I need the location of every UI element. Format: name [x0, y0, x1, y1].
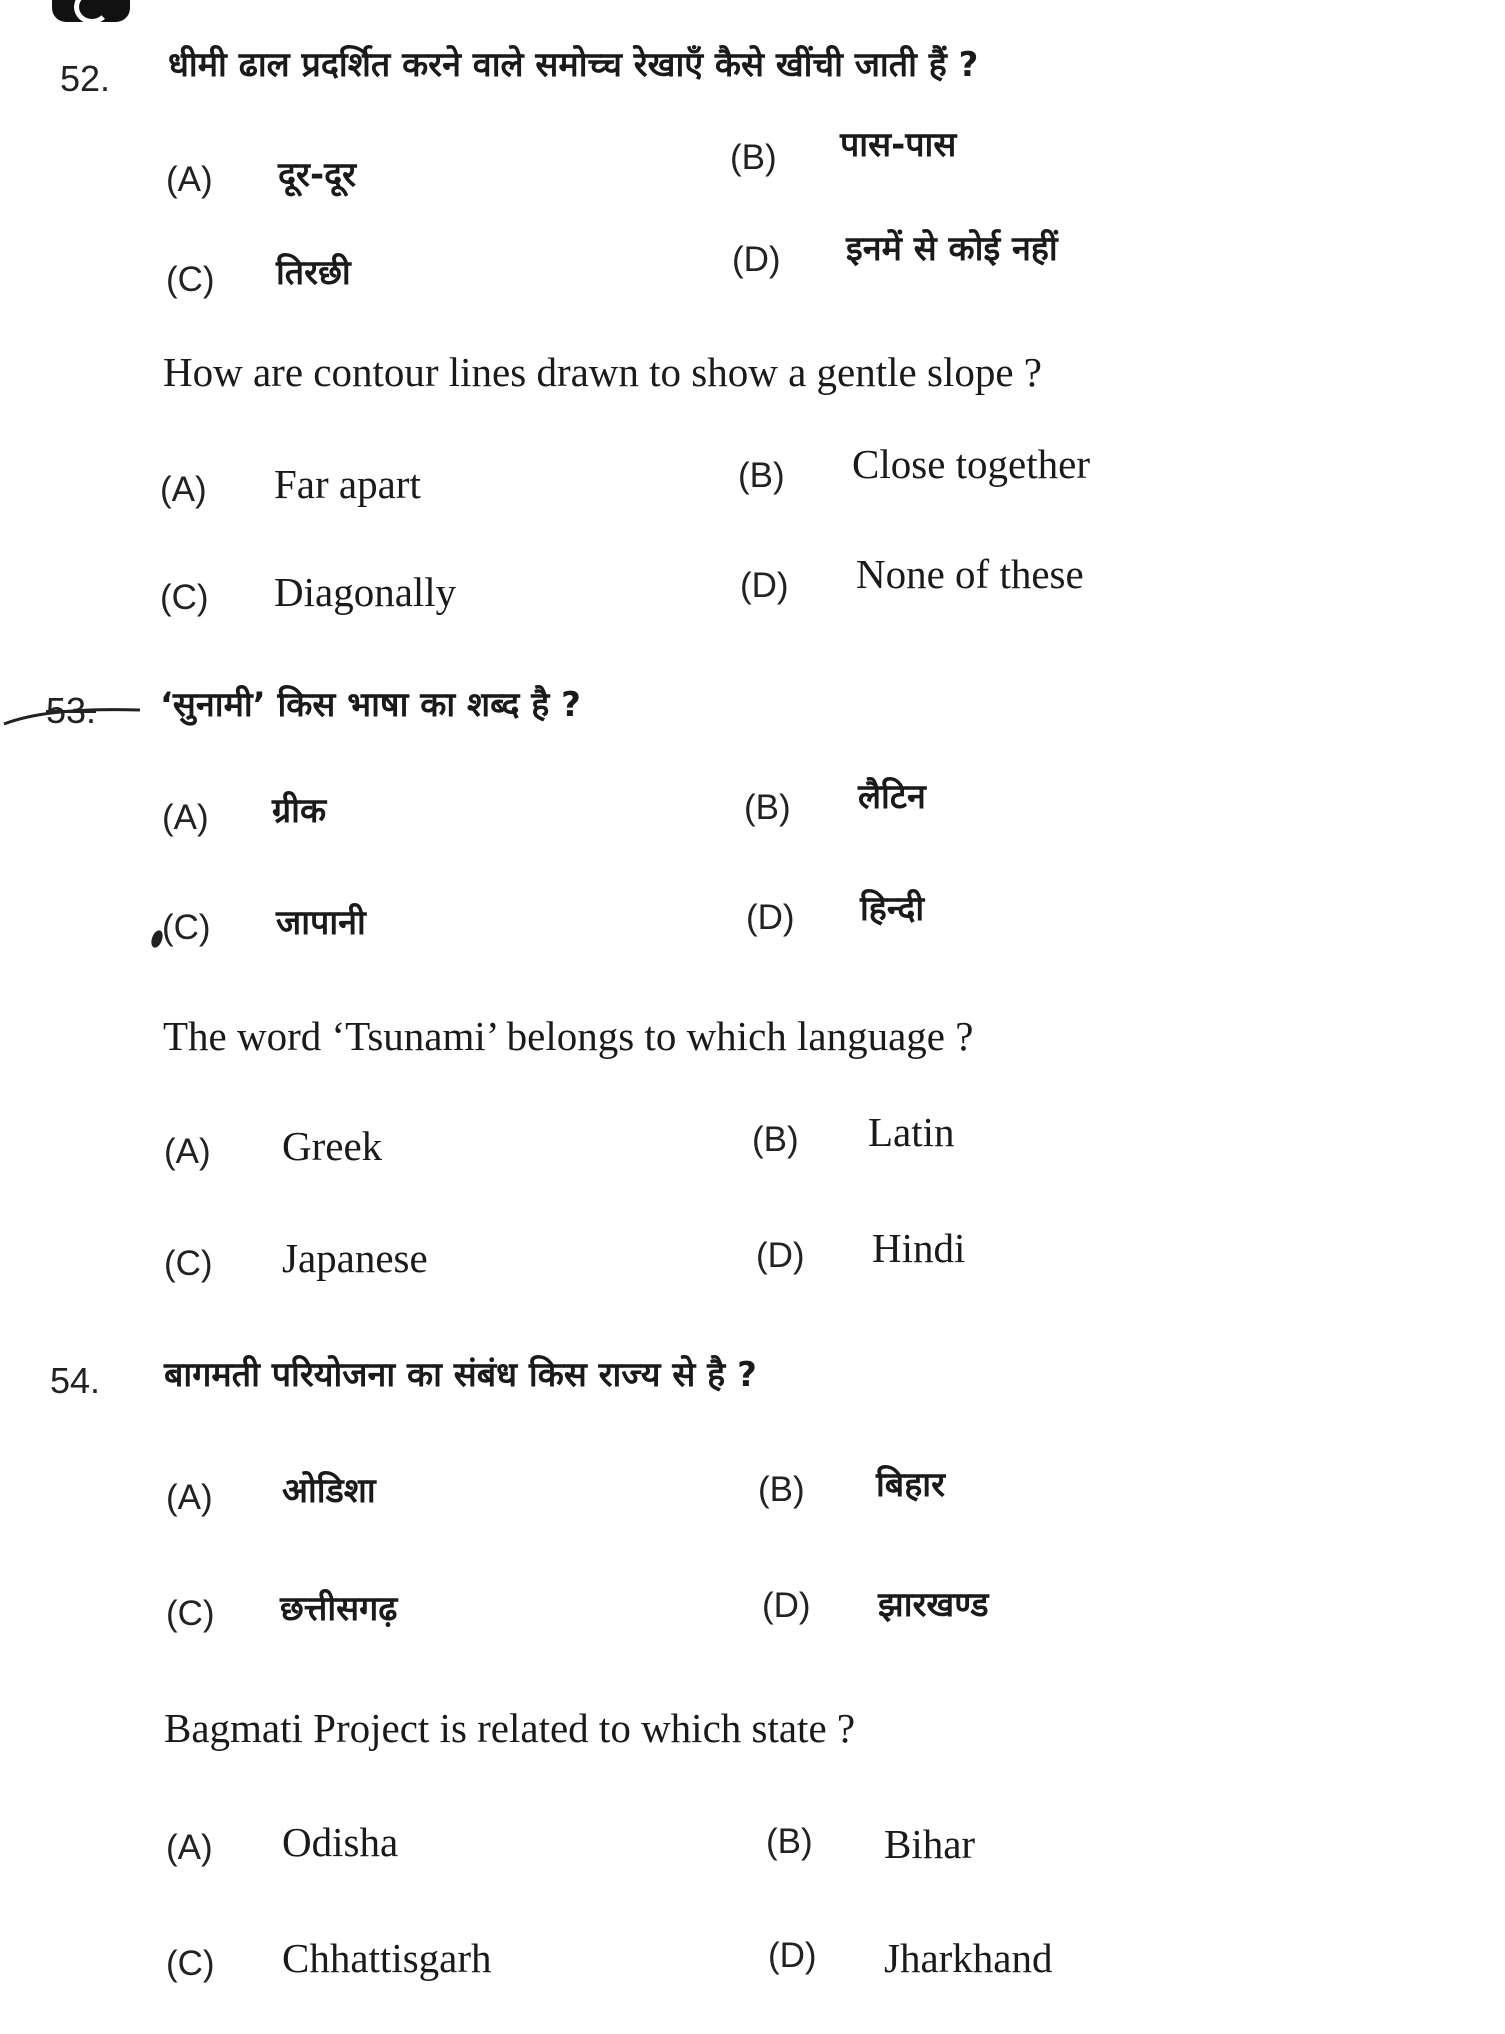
q53-hi-option-d-letter: (D) [746, 898, 795, 937]
corner-series-mark [52, 0, 130, 22]
q54-hi-option-b-text: बिहार [876, 1465, 945, 1505]
q52-hi-option-c-text: तिरछी [276, 253, 351, 293]
q54-en-option-c-text: Chhattisgarh [282, 1935, 492, 1981]
q52-en-option-a-letter: (A) [160, 470, 207, 509]
question-54-english-text: Bagmati Project is related to which state ? [164, 1705, 856, 1751]
q53-hi-option-d-text: हिन्दी [860, 889, 925, 929]
q53-hi-option-c-letter: (C) [162, 908, 211, 947]
q54-en-option-a-letter: (A) [166, 1828, 213, 1867]
q54-hi-option-a-letter: (A) [166, 1478, 213, 1517]
q54-hi-option-d-text: झारखण्ड [878, 1585, 989, 1625]
q53-en-option-b-letter: (B) [752, 1120, 799, 1159]
q53-en-option-c-text: Japanese [282, 1235, 428, 1281]
question-53-hindi-text: ‘सुनामी’ किस भाषा का शब्द है ? [160, 685, 581, 725]
q52-en-option-b-text: Close together [852, 441, 1090, 487]
q52-en-option-d-letter: (D) [740, 566, 789, 605]
q54-en-option-a-text: Odisha [282, 1819, 399, 1865]
question-52-english-text: How are contour lines drawn to show a gentle slope ? [163, 349, 1042, 395]
q53-en-option-a-text: Greek [282, 1123, 383, 1169]
question-52-number: 52. [60, 58, 111, 99]
q52-en-option-b-letter: (B) [738, 456, 785, 495]
q53-en-option-b-text: Latin [868, 1109, 955, 1155]
question-52-hindi-text: धीमी ढाल प्रदर्शित करने वाले समोच्च रेखाएँ कैसे खींची जाती हैं ? [168, 45, 979, 85]
q53-hi-option-b-text: लैटिन [858, 777, 926, 817]
q53-hi-option-b-letter: (B) [744, 788, 791, 827]
q53-en-option-d-text: Hindi [872, 1225, 966, 1271]
q53-en-option-d-letter: (D) [756, 1236, 805, 1275]
q54-hi-option-c-letter: (C) [166, 1594, 215, 1633]
q54-hi-option-d-letter: (D) [762, 1586, 811, 1625]
question-53-number: 53. [46, 690, 97, 731]
question-54-hindi-text: बागमती परियोजना का संबंध किस राज्य से है ? [164, 1355, 757, 1395]
question-54-number: 54. [50, 1360, 101, 1401]
q53-hi-option-a-letter: (A) [162, 798, 209, 837]
q52-hi-option-a-letter: (A) [166, 160, 213, 199]
q53-en-option-a-letter: (A) [164, 1132, 211, 1171]
q54-en-option-d-letter: (D) [768, 1936, 817, 1975]
q52-en-option-d-text: None of these [856, 551, 1084, 597]
q54-hi-option-b-letter: (B) [758, 1470, 805, 1509]
q52-hi-option-d-letter: (D) [732, 240, 781, 279]
q52-hi-option-a-text: दूर-दूर [278, 155, 357, 195]
q54-en-option-b-letter: (B) [766, 1822, 813, 1861]
q52-en-option-a-text: Far apart [274, 461, 421, 507]
q54-hi-option-a-text: ओडिशा [282, 1471, 376, 1511]
q52-hi-option-b-text: पास-पास [840, 125, 957, 165]
q54-en-option-b-text: Bihar [884, 1821, 976, 1867]
q53-hi-option-a-text: ग्रीक [272, 791, 327, 831]
q53-en-option-c-letter: (C) [164, 1244, 213, 1283]
question-53-english-text: The word ‘Tsunami’ belongs to which language ? [163, 1013, 974, 1059]
q54-hi-option-c-text: छत्तीसगढ़ [280, 1589, 398, 1629]
q53-hi-option-c-text: जापानी [276, 903, 366, 943]
q54-en-option-c-letter: (C) [166, 1944, 215, 1983]
q52-hi-option-d-text: इनमें से कोई नहीं [846, 229, 1058, 269]
q52-en-option-c-letter: (C) [160, 578, 209, 617]
q54-en-option-d-text: Jharkhand [884, 1935, 1053, 1981]
q52-en-option-c-text: Diagonally [274, 569, 457, 615]
q52-hi-option-b-letter: (B) [730, 138, 777, 177]
q52-hi-option-c-letter: (C) [166, 260, 215, 299]
